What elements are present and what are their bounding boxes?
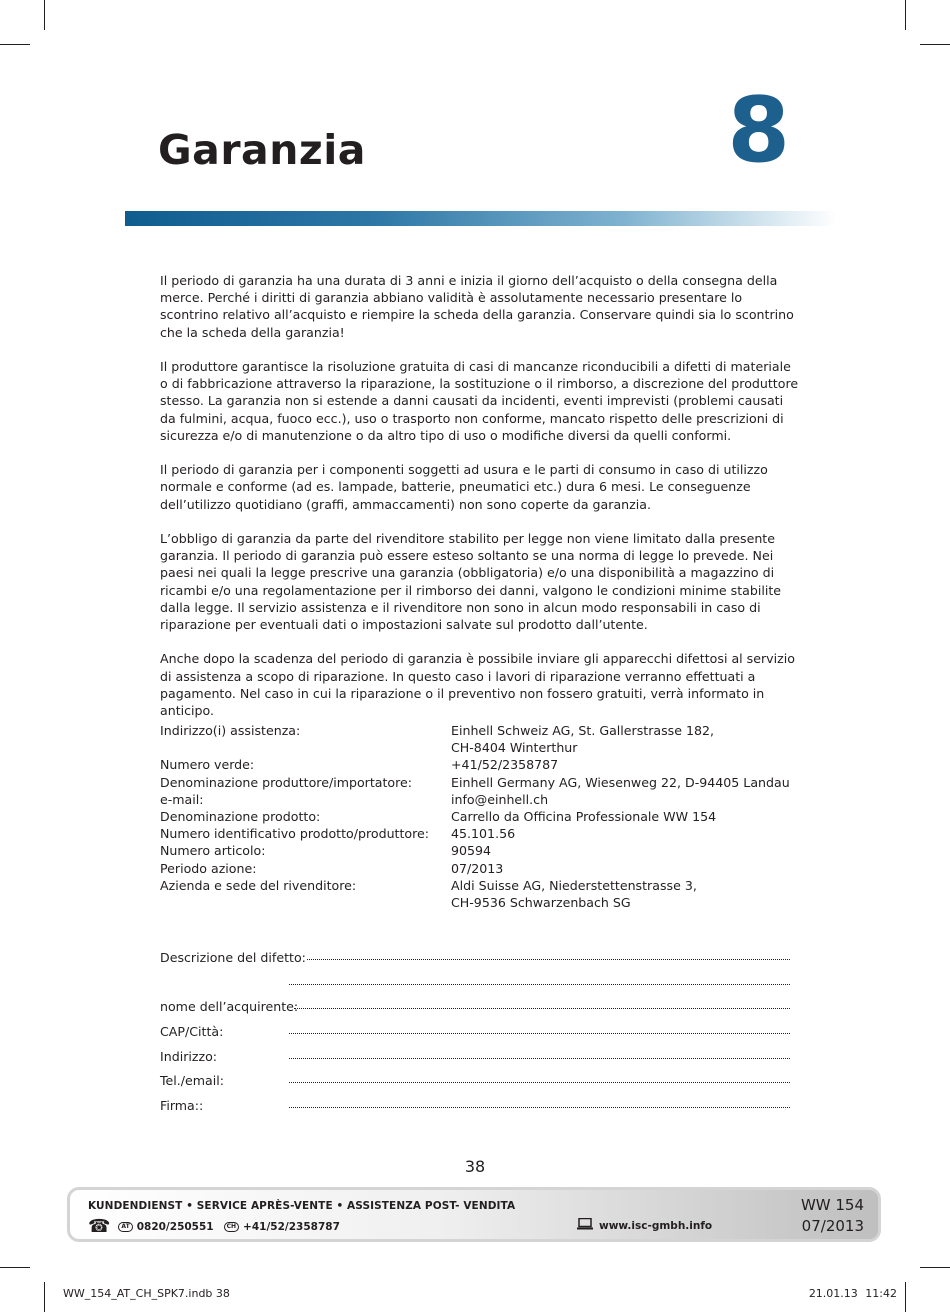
- info-label: Azienda e sede del rivenditore:: [160, 877, 357, 893]
- info-label: Denominazione produttore/importatore:: [160, 774, 413, 790]
- info-label: Numero identificativo prodotto/produttore:: [160, 826, 430, 842]
- info-row: [160, 756, 800, 773]
- crop-mark: [920, 1267, 950, 1268]
- info-value: info@einhell.ch: [451, 791, 549, 807]
- print-slug-time: 11:42: [865, 1287, 897, 1300]
- crop-mark: [0, 44, 30, 45]
- info-label: e-mail:: [160, 791, 204, 807]
- address-label: Indirizzo:: [160, 1048, 218, 1064]
- signature-label: Firma::: [160, 1097, 204, 1113]
- buyer-label: nome dell’acquirente:: [160, 999, 299, 1015]
- info-value: Aldi Suisse AG, Niederstettenstrasse 3,: [451, 877, 697, 893]
- paragraph: Il produttore garantisce la risoluzione gratuita di casi di mancanze riconducibili a difetti di materiale o di fabbricazione attraverso la riparazione, la sostituzione o il rimborso, a discrezione del produttore stesso. La garanzia non si estende a danni causati da incidenti, eventi imprevisti (problemi causati da fulmini, acqua, fuoco ecc.), uso o trasporto non conforme, mancato rispetto delle prescrizioni di sicurezza e/o di manutenzione o da altro tipo di uso o modifiche diversi da quelli conformi.: [160, 359, 799, 443]
- info-row: [160, 774, 800, 791]
- buyer-field[interactable]: [294, 1008, 790, 1009]
- form-row-defect-continued: [160, 970, 790, 995]
- info-label: Periodo azione:: [160, 860, 257, 876]
- defect-field[interactable]: [307, 959, 790, 960]
- info-row: [160, 739, 800, 756]
- crop-mark: [920, 44, 950, 45]
- laptop-icon: [577, 1218, 593, 1233]
- form-row-buyer: [160, 994, 790, 1019]
- info-row: [160, 722, 800, 739]
- info-value: 45.101.56: [451, 826, 516, 842]
- service-heading: KUNDENDIENST • SERVICE APRÈS-VENTE • ASSISTENZA POST- VENDITA: [88, 1200, 516, 1212]
- form-row-zip-city: [160, 1019, 790, 1044]
- form-row-address: [160, 1044, 790, 1069]
- phone-email-label: Tel./email:: [160, 1073, 225, 1089]
- country-badge-ch: CH: [224, 1222, 239, 1232]
- info-label: [160, 739, 451, 756]
- service-website: [577, 1218, 712, 1233]
- phone-at: 0820/250551: [136, 1221, 214, 1233]
- form-row-phone-email: [160, 1068, 790, 1093]
- info-value: +41/52/2358787: [451, 757, 559, 773]
- print-slug-timestamp: [809, 1287, 897, 1300]
- page-title: Garanzia: [158, 126, 366, 174]
- defect-label: Descrizione del difetto:: [160, 949, 306, 965]
- info-label: Numero verde:: [160, 757, 255, 773]
- signature-field[interactable]: [289, 1107, 790, 1108]
- model-number: WW 154: [800, 1196, 864, 1214]
- zip-city-field[interactable]: [289, 1033, 790, 1034]
- print-slug-file: WW_154_AT_CH_SPK7.indb 38: [63, 1287, 230, 1300]
- warranty-text: [160, 272, 800, 736]
- telephone-icon: ☎: [88, 1216, 111, 1237]
- info-value: 90594: [451, 843, 492, 859]
- website-link[interactable]: www.isc-gmbh.info: [599, 1219, 713, 1232]
- print-slug-date: 21.01.13: [808, 1287, 858, 1300]
- phone-ch: +41/52/2358787: [243, 1221, 340, 1233]
- paragraph: Il periodo di garanzia per i componenti soggetti ad usura e le parti di consumo in caso di utilizzo normale e conforme (ad es. lampade, batterie, pneumatici etc.) dura 6 mesi. Le conseguenze dell’utilizzo quotidiano (graffi, ammaccamenti) non sono coperte da garanzia.: [160, 462, 768, 512]
- service-footer: [67, 1187, 881, 1242]
- info-value: CH-8404 Winterthur: [451, 740, 578, 756]
- crop-mark: [905, 1282, 906, 1312]
- address-field[interactable]: [289, 1058, 790, 1059]
- info-label: Numero articolo:: [160, 843, 266, 859]
- info-row: [160, 877, 800, 894]
- info-row: [160, 808, 800, 825]
- defect-field-continued[interactable]: [289, 984, 790, 985]
- header-gradient-bar: [125, 211, 837, 226]
- crop-mark: [905, 0, 906, 30]
- service-phones: [88, 1218, 340, 1236]
- paragraph: Il periodo di garanzia ha una durata di 3 anni e inizia il giorno dell’acquisto o della consegna della merce. Perché i diritti di garanzia abbiano validità è assolutamente necessario presentare lo scontrino relativo all’acquisto e riempire la scheda della garanzia. Conservare quindi sia lo scontrino che la scheda della garanzia!: [160, 273, 794, 340]
- info-value: Einhell Schweiz AG, St. Gallerstrasse 182,: [451, 723, 715, 738]
- country-badge-at: AT: [118, 1222, 132, 1232]
- form-row-signature: [160, 1093, 790, 1118]
- page-number: 38: [464, 1157, 486, 1176]
- info-value: 07/2013: [451, 860, 504, 876]
- model-date: 07/2013: [801, 1217, 864, 1235]
- crop-mark: [44, 1282, 45, 1312]
- info-row: [160, 825, 800, 842]
- chapter-number: 8: [727, 78, 790, 183]
- defect-form: [160, 945, 790, 1118]
- crop-mark: [44, 0, 45, 30]
- crop-mark: [0, 1267, 30, 1268]
- info-value: Carrello da Officina Professionale WW 154: [451, 809, 717, 825]
- paragraph: L’obbligo di garanzia da parte del rivenditore stabilito per legge non viene limitato dalla presente garanzia. Il periodo di garanzia può essere esteso soltanto se una norma di legge lo prevede. Nei paesi nei quali la legge prescrive una garanzia (obbligatoria) e/o una disponibilità a magazzino di ricambi e/o una regolamentazione per il rimborso dei danni, valgono le condizioni minime stabilite dalla legge. Il servizio assistenza e il rivenditore non sono in alcun modo responsabili in caso di riparazione per eventuali dati o impostazioni salvate sul prodotto dall’utente.: [160, 531, 782, 633]
- info-row: [160, 860, 800, 877]
- paragraph: Anche dopo la scadenza del periodo di garanzia è possibile inviare gli apparecchi difettosi al servizio di assistenza a scopo di riparazione. In questo caso i lavori di riparazione verranno effettuati a pagamento. Nel caso in cui la riparazione o il preventivo non fossero gratuiti, verrà informato in anticipo.: [160, 651, 795, 719]
- service-info-table: [160, 722, 800, 911]
- info-value: Einhell Germany AG, Wiesenweg 22, D-94405 Landau: [451, 774, 790, 790]
- phone-email-field[interactable]: [289, 1082, 790, 1083]
- info-row: [160, 842, 800, 859]
- info-row: [160, 894, 800, 911]
- info-label: [160, 894, 451, 911]
- info-label: Indirizzo(i) assistenza:: [160, 723, 301, 738]
- info-label: Denominazione prodotto:: [160, 809, 321, 825]
- form-row-defect: [160, 945, 790, 970]
- zip-city-label: CAP/Città:: [160, 1023, 224, 1039]
- model-info: [801, 1195, 864, 1237]
- info-value: CH-9536 Schwarzenbach SG: [451, 895, 631, 911]
- info-row: [160, 791, 800, 808]
